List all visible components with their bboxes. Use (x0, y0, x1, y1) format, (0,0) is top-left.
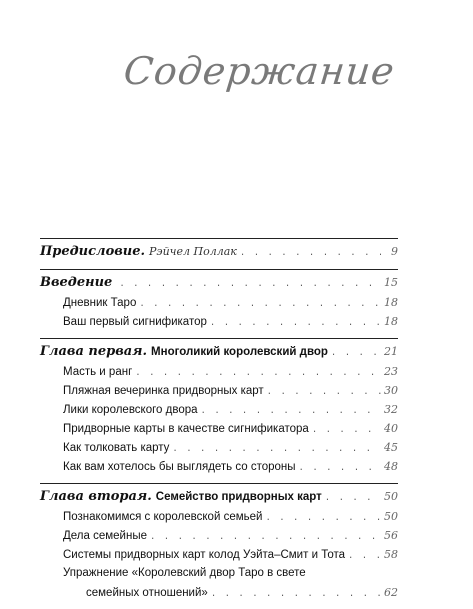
toc-chapter-title: Семейство придворных карт (155, 491, 322, 503)
toc-entry[interactable] (40, 438, 398, 457)
toc-page-number: 50 (384, 510, 398, 523)
toc-page-number: 48 (384, 460, 398, 473)
dot-leader (172, 440, 381, 459)
toc-page-number: 23 (384, 365, 398, 378)
toc-section-introduction (40, 269, 398, 331)
toc-entry[interactable] (40, 362, 398, 381)
toc-entry-chapter-1[interactable] (40, 341, 398, 362)
toc-entry-preface[interactable] (40, 241, 398, 262)
toc-entry[interactable] (40, 381, 398, 400)
toc-entry-label: Как вам хотелось бы выглядеть со стороны (63, 461, 296, 473)
dot-leader (211, 585, 381, 604)
toc-entry[interactable] (40, 526, 398, 545)
toc-entry-label: Придворные карты в качестве сигнификатора (63, 423, 309, 435)
toc-entry-label: Пляжная вечеринка придворных карт (63, 385, 264, 397)
toc-entry[interactable] (40, 457, 398, 476)
toc-entry-label: Ваш первый сигнификатор (63, 316, 207, 328)
dot-leader (331, 343, 381, 364)
toc-entry-chapter-2[interactable] (40, 486, 398, 507)
toc-entry-label: Дела семейные (63, 530, 147, 542)
dot-leader (119, 274, 381, 295)
toc-entry[interactable] (40, 293, 398, 312)
toc-entry-continuation[interactable] (40, 583, 398, 602)
toc-page-number: 45 (384, 441, 398, 454)
dot-leader (240, 243, 381, 264)
dot-leader (135, 364, 381, 383)
table-of-contents (40, 238, 398, 602)
toc-page-number: 56 (384, 529, 398, 542)
toc-page-number: 18 (384, 296, 398, 309)
toc-entry[interactable] (40, 419, 398, 438)
toc-page-number: 50 (384, 490, 398, 503)
toc-entry-label: Познакомимся с королевской семьей (63, 511, 263, 523)
toc-entry-label: Предисловие. (40, 244, 146, 259)
toc-page-number: 58 (384, 548, 398, 561)
toc-page-number: 18 (384, 315, 398, 328)
dot-leader (348, 547, 381, 566)
toc-chapter-label: Глава вторая. (40, 489, 152, 504)
toc-section-chapter-1 (40, 338, 398, 476)
toc-entry-label: Системы придворных карт колод Уэйта–Смит и Тота (63, 549, 345, 561)
toc-entry[interactable] (40, 545, 398, 564)
toc-entry-label: семейных отношений» (86, 587, 208, 599)
toc-entry-label: Введение (40, 275, 113, 290)
dot-leader (150, 528, 381, 547)
toc-section-chapter-2 (40, 483, 398, 602)
toc-entry-label: Дневник Таро (63, 297, 137, 309)
toc-page-number: 62 (384, 586, 398, 599)
toc-entry-label: Упражнение «Королевский двор Таро в свете (63, 567, 306, 579)
toc-entry[interactable] (40, 312, 398, 331)
toc-entry-introduction[interactable] (40, 272, 398, 293)
toc-entry-label: Масть и ранг (63, 366, 133, 378)
toc-page-number: 9 (391, 245, 398, 258)
toc-page-number: 32 (384, 403, 398, 416)
dot-leader (139, 295, 381, 314)
dot-leader (201, 402, 381, 421)
toc-entry[interactable] (40, 564, 398, 583)
toc-section-preface (40, 238, 398, 262)
toc-page-number: 30 (384, 384, 398, 397)
toc-page-number: 21 (384, 345, 398, 358)
toc-entry-label: Как толковать карту (63, 442, 170, 454)
toc-chapter-label: Глава первая. (40, 344, 148, 359)
dot-leader (265, 509, 381, 528)
toc-entry[interactable] (40, 400, 398, 419)
page-title: Содержание (121, 49, 398, 93)
toc-page-number: 15 (384, 276, 398, 289)
dot-leader (267, 383, 381, 402)
toc-entry-author: Рэйчел Поллак (149, 245, 237, 258)
dot-leader (210, 314, 381, 333)
dot-leader (299, 459, 381, 478)
dot-leader (312, 421, 381, 440)
toc-page-number: 40 (384, 422, 398, 435)
toc-chapter-title: Многоликий королевский двор (151, 346, 328, 358)
toc-entry[interactable] (40, 507, 398, 526)
toc-entry-label: Лики королевского двора (63, 404, 198, 416)
dot-leader (325, 488, 381, 509)
